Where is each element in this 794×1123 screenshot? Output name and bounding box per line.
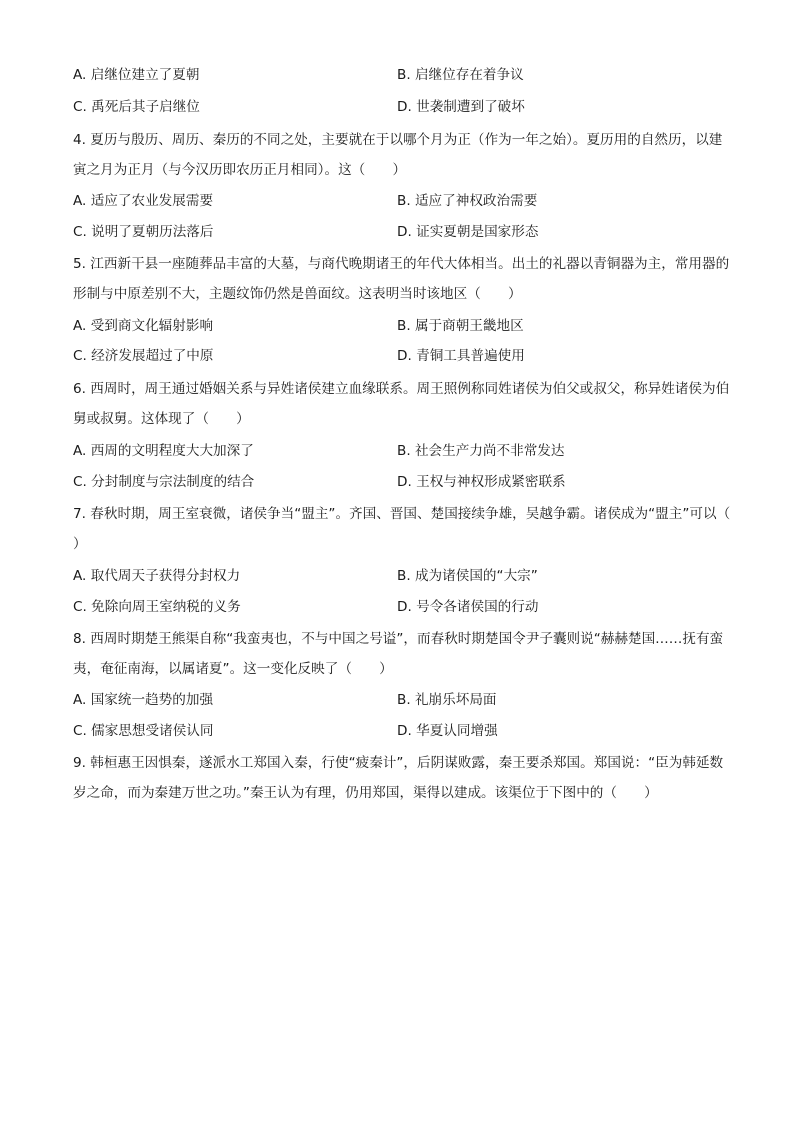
q5-option-a: A. 受到商文化辐射影响 bbox=[73, 318, 214, 334]
q6-option-c: C. 分封制度与宗法制度的结合 bbox=[73, 474, 255, 490]
q5-stem: 5. 江西新干县一座随葬品丰富的大墓，与商代晚期诸王的年代大体相当。出土的礼器以青铜器为主，常用器的形制与中原差别不大，主题纹饰仍然是兽面纹。这表明当时该地区（ ） bbox=[73, 256, 730, 302]
q6-stem: 6. 西周时，周王通过婚姻关系与异姓诸侯建立血缘联系。周王照例称同姓诸侯为伯父或叔父，称异姓诸侯为伯舅或叔舅。这体现了（ ） bbox=[73, 381, 730, 427]
q7-stem: 7. 春秋时期，周王室衰微，诸侯争当“盟主”。齐国、晋国、楚国接续争雄，吴越争霸。诸侯成为“盟主”可以（ ） bbox=[73, 506, 758, 552]
q4-stem: 4. 夏历与殷历、周历、秦历的不同之处，主要就在于以哪个月为正（作为一年之始）。夏历用的自然历，以建寅之月为正月（与今汉历即农历正月相同）。这（ ） bbox=[73, 132, 723, 178]
q5-option-c: C. 经济发展超过了中原 bbox=[73, 348, 214, 364]
q8-option-a: A. 国家统一趋势的加强 bbox=[73, 692, 214, 708]
q4-option-a: A. 适应了农业发展需要 bbox=[73, 193, 214, 209]
q4-option-d: D. 证实夏朝是国家形态 bbox=[397, 224, 539, 240]
q3-option-b: B. 启继位存在着争议 bbox=[397, 67, 524, 83]
q4-option-c: C. 说明了夏朝历法落后 bbox=[73, 224, 214, 240]
q7-option-c: C. 免除向周王室纳税的义务 bbox=[73, 599, 241, 615]
q8-option-d: D. 华夏认同增强 bbox=[397, 723, 498, 739]
q3-option-a: A. 启继位建立了夏朝 bbox=[73, 67, 200, 83]
q7-option-d: D. 号令各诸侯国的行动 bbox=[397, 599, 539, 615]
q8-option-c: C. 儒家思想受诸侯认同 bbox=[73, 723, 214, 739]
q9-stem: 9. 韩桓惠王因惧秦，遂派水工郑国入秦，行使“疲秦计”，后阴谋败露，秦王要杀郑国。郑国说：“臣为韩延数岁之命，而为秦建万世之功。”秦王认为有理，仍用郑国，渠得以建成。该渠位于下图中的（ ） bbox=[73, 755, 724, 801]
q5-option-b: B. 属于商朝王畿地区 bbox=[397, 318, 524, 334]
q7-option-a: A. 取代周天子获得分封权力 bbox=[73, 568, 241, 584]
q8-stem: 8. 西周时期楚王熊渠自称“我蛮夷也，不与中国之号谥”，而春秋时期楚国令尹子囊则说“赫赫楚国……抚有蛮夷，奄征南海，以属诸夏”。这一变化反映了（ ） bbox=[73, 631, 724, 677]
q3-option-d: D. 世袭制遭到了破坏 bbox=[397, 99, 525, 115]
q5-option-d: D. 青铜工具普遍使用 bbox=[397, 348, 525, 364]
q6-option-b: B. 社会生产力尚不非常发达 bbox=[397, 443, 565, 459]
q3-option-c: C. 禹死后其子启继位 bbox=[73, 99, 200, 115]
q4-option-b: B. 适应了神权政治需要 bbox=[397, 193, 538, 209]
q8-option-b: B. 礼崩乐坏局面 bbox=[397, 692, 497, 708]
q7-option-b: B. 成为诸侯国的“大宗” bbox=[397, 568, 538, 584]
q6-option-d: D. 王权与神权形成紧密联系 bbox=[397, 474, 566, 490]
q6-option-a: A. 西周的文明程度大大加深了 bbox=[73, 443, 254, 459]
